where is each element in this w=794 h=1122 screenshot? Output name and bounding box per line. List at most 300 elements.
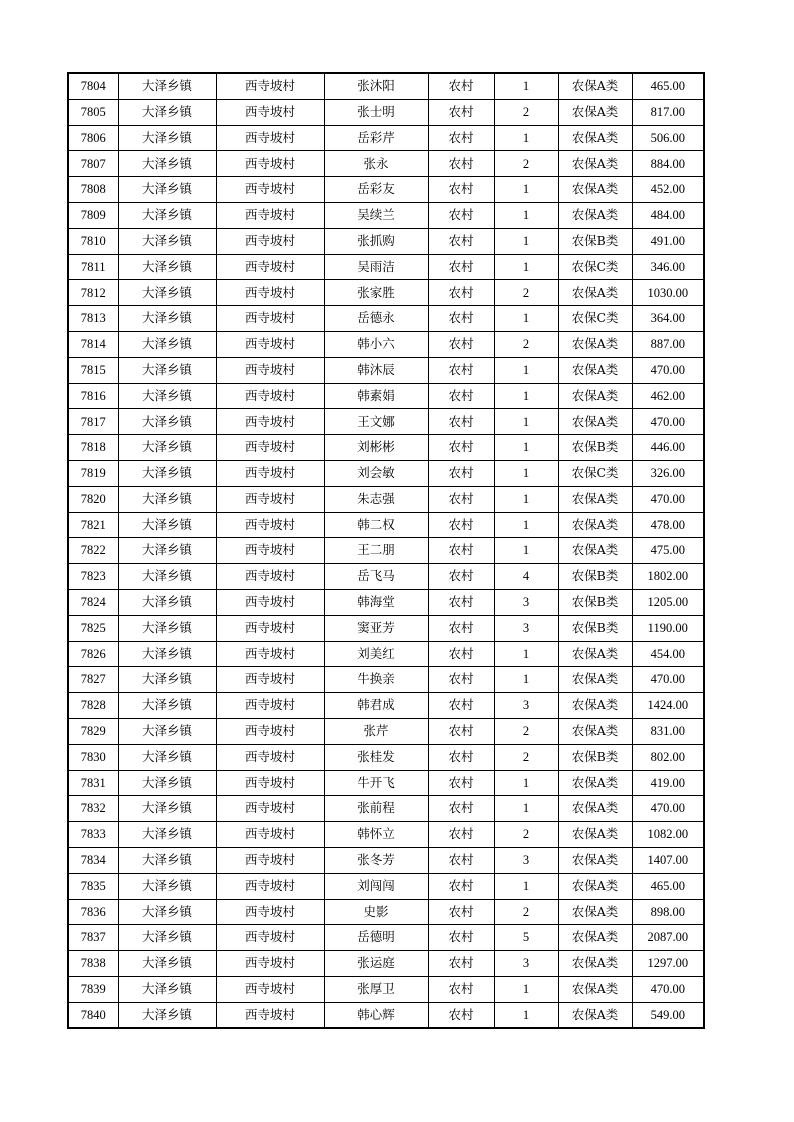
- serial-number-cell: 7830: [68, 744, 118, 770]
- name-cell: 朱志强: [324, 486, 428, 512]
- household-size-cell: 1: [494, 873, 558, 899]
- amount-cell: 346.00: [632, 254, 704, 280]
- table-row: [68, 435, 704, 461]
- name-cell: 吴续兰: [324, 202, 428, 228]
- serial-number-cell: 7808: [68, 177, 118, 203]
- township-cell: 大泽乡镇: [118, 151, 216, 177]
- name-cell: 张家胜: [324, 280, 428, 306]
- table-row: [68, 331, 704, 357]
- household-size-cell: 1: [494, 538, 558, 564]
- township-cell: 大泽乡镇: [118, 254, 216, 280]
- category-cell: 农保A类: [558, 899, 632, 925]
- township-cell: 大泽乡镇: [118, 228, 216, 254]
- table-row: [68, 280, 704, 306]
- name-cell: 牛开飞: [324, 770, 428, 796]
- township-cell: 大泽乡镇: [118, 202, 216, 228]
- township-cell: 大泽乡镇: [118, 409, 216, 435]
- amount-cell: 898.00: [632, 899, 704, 925]
- serial-number-cell: 7814: [68, 331, 118, 357]
- serial-number-cell: 7817: [68, 409, 118, 435]
- category-cell: 农保A类: [558, 822, 632, 848]
- table-row: [68, 564, 704, 590]
- household-size-cell: 1: [494, 357, 558, 383]
- amount-cell: 1802.00: [632, 564, 704, 590]
- amount-cell: 491.00: [632, 228, 704, 254]
- category-cell: 农保A类: [558, 667, 632, 693]
- township-cell: 大泽乡镇: [118, 538, 216, 564]
- township-cell: 大泽乡镇: [118, 125, 216, 151]
- table-row: [68, 73, 704, 99]
- village-cell: 西寺坡村: [216, 873, 324, 899]
- village-cell: 西寺坡村: [216, 564, 324, 590]
- area-type-cell: 农村: [428, 254, 494, 280]
- category-cell: 农保B类: [558, 615, 632, 641]
- village-cell: 西寺坡村: [216, 925, 324, 951]
- category-cell: 农保B类: [558, 228, 632, 254]
- village-cell: 西寺坡村: [216, 718, 324, 744]
- category-cell: 农保A类: [558, 151, 632, 177]
- category-cell: 农保A类: [558, 331, 632, 357]
- table-row: [68, 460, 704, 486]
- category-cell: 农保B类: [558, 564, 632, 590]
- village-cell: 西寺坡村: [216, 693, 324, 719]
- township-cell: 大泽乡镇: [118, 951, 216, 977]
- household-size-cell: 1: [494, 383, 558, 409]
- township-cell: 大泽乡镇: [118, 718, 216, 744]
- township-cell: 大泽乡镇: [118, 512, 216, 538]
- category-cell: 农保A类: [558, 847, 632, 873]
- serial-number-cell: 7832: [68, 796, 118, 822]
- township-cell: 大泽乡镇: [118, 770, 216, 796]
- amount-cell: 364.00: [632, 306, 704, 332]
- amount-cell: 1082.00: [632, 822, 704, 848]
- serial-number-cell: 7819: [68, 460, 118, 486]
- table-row: [68, 177, 704, 203]
- household-size-cell: 3: [494, 847, 558, 873]
- table-row: [68, 512, 704, 538]
- household-size-cell: 1: [494, 254, 558, 280]
- name-cell: 韩怀立: [324, 822, 428, 848]
- serial-number-cell: 7825: [68, 615, 118, 641]
- table-row: [68, 873, 704, 899]
- household-size-cell: 1: [494, 667, 558, 693]
- table-row: [68, 409, 704, 435]
- village-cell: 西寺坡村: [216, 589, 324, 615]
- table-row: [68, 151, 704, 177]
- township-cell: 大泽乡镇: [118, 99, 216, 125]
- amount-cell: 475.00: [632, 538, 704, 564]
- serial-number-cell: 7822: [68, 538, 118, 564]
- table-row: [68, 99, 704, 125]
- amount-cell: 884.00: [632, 151, 704, 177]
- table-row: [68, 693, 704, 719]
- serial-number-cell: 7812: [68, 280, 118, 306]
- serial-number-cell: 7838: [68, 951, 118, 977]
- name-cell: 韩小六: [324, 331, 428, 357]
- category-cell: 农保C类: [558, 254, 632, 280]
- name-cell: 张桂发: [324, 744, 428, 770]
- village-cell: 西寺坡村: [216, 202, 324, 228]
- name-cell: 岳飞马: [324, 564, 428, 590]
- name-cell: 刘彬彬: [324, 435, 428, 461]
- category-cell: 农保A类: [558, 976, 632, 1002]
- name-cell: 窦亚芳: [324, 615, 428, 641]
- table-row: [68, 486, 704, 512]
- name-cell: 吴雨洁: [324, 254, 428, 280]
- serial-number-cell: 7811: [68, 254, 118, 280]
- township-cell: 大泽乡镇: [118, 847, 216, 873]
- township-cell: 大泽乡镇: [118, 460, 216, 486]
- table-row: [68, 383, 704, 409]
- village-cell: 西寺坡村: [216, 796, 324, 822]
- category-cell: 农保A类: [558, 357, 632, 383]
- household-size-cell: 1: [494, 306, 558, 332]
- roster-body: [68, 73, 704, 1028]
- serial-number-cell: 7805: [68, 99, 118, 125]
- serial-number-cell: 7816: [68, 383, 118, 409]
- serial-number-cell: 7837: [68, 925, 118, 951]
- serial-number-cell: 7806: [68, 125, 118, 151]
- name-cell: 牛换亲: [324, 667, 428, 693]
- serial-number-cell: 7831: [68, 770, 118, 796]
- table-row: [68, 357, 704, 383]
- township-cell: 大泽乡镇: [118, 435, 216, 461]
- area-type-cell: 农村: [428, 202, 494, 228]
- household-size-cell: 1: [494, 177, 558, 203]
- area-type-cell: 农村: [428, 228, 494, 254]
- table-row: [68, 744, 704, 770]
- township-cell: 大泽乡镇: [118, 641, 216, 667]
- amount-cell: 470.00: [632, 976, 704, 1002]
- village-cell: 西寺坡村: [216, 538, 324, 564]
- table-row: [68, 718, 704, 744]
- village-cell: 西寺坡村: [216, 125, 324, 151]
- serial-number-cell: 7834: [68, 847, 118, 873]
- village-cell: 西寺坡村: [216, 331, 324, 357]
- household-size-cell: 1: [494, 460, 558, 486]
- area-type-cell: 农村: [428, 925, 494, 951]
- category-cell: 农保A类: [558, 409, 632, 435]
- category-cell: 农保A类: [558, 73, 632, 99]
- household-size-cell: 1: [494, 73, 558, 99]
- amount-cell: 470.00: [632, 486, 704, 512]
- table-row: [68, 899, 704, 925]
- table-row: [68, 976, 704, 1002]
- village-cell: 西寺坡村: [216, 951, 324, 977]
- assistance-roster-table: [67, 72, 705, 1029]
- area-type-cell: 农村: [428, 718, 494, 744]
- category-cell: 农保C类: [558, 460, 632, 486]
- area-type-cell: 农村: [428, 435, 494, 461]
- amount-cell: 419.00: [632, 770, 704, 796]
- area-type-cell: 农村: [428, 667, 494, 693]
- serial-number-cell: 7810: [68, 228, 118, 254]
- name-cell: 韩海堂: [324, 589, 428, 615]
- township-cell: 大泽乡镇: [118, 177, 216, 203]
- area-type-cell: 农村: [428, 460, 494, 486]
- area-type-cell: 农村: [428, 770, 494, 796]
- amount-cell: 1030.00: [632, 280, 704, 306]
- area-type-cell: 农村: [428, 512, 494, 538]
- serial-number-cell: 7807: [68, 151, 118, 177]
- table-row: [68, 925, 704, 951]
- category-cell: 农保A类: [558, 796, 632, 822]
- amount-cell: 452.00: [632, 177, 704, 203]
- amount-cell: 462.00: [632, 383, 704, 409]
- village-cell: 西寺坡村: [216, 976, 324, 1002]
- household-size-cell: 1: [494, 228, 558, 254]
- name-cell: 刘闯闯: [324, 873, 428, 899]
- household-size-cell: 2: [494, 718, 558, 744]
- village-cell: 西寺坡村: [216, 228, 324, 254]
- township-cell: 大泽乡镇: [118, 564, 216, 590]
- amount-cell: 1205.00: [632, 589, 704, 615]
- category-cell: 农保A类: [558, 538, 632, 564]
- table-row: [68, 796, 704, 822]
- amount-cell: 470.00: [632, 667, 704, 693]
- category-cell: 农保A类: [558, 383, 632, 409]
- amount-cell: 465.00: [632, 73, 704, 99]
- township-cell: 大泽乡镇: [118, 744, 216, 770]
- serial-number-cell: 7833: [68, 822, 118, 848]
- category-cell: 农保A类: [558, 925, 632, 951]
- household-size-cell: 1: [494, 1002, 558, 1028]
- name-cell: 张永: [324, 151, 428, 177]
- household-size-cell: 1: [494, 435, 558, 461]
- area-type-cell: 农村: [428, 976, 494, 1002]
- serial-number-cell: 7835: [68, 873, 118, 899]
- table-row: [68, 847, 704, 873]
- area-type-cell: 农村: [428, 951, 494, 977]
- area-type-cell: 农村: [428, 615, 494, 641]
- category-cell: 农保A类: [558, 202, 632, 228]
- household-size-cell: 2: [494, 331, 558, 357]
- name-cell: 韩心辉: [324, 1002, 428, 1028]
- serial-number-cell: 7824: [68, 589, 118, 615]
- household-size-cell: 2: [494, 744, 558, 770]
- area-type-cell: 农村: [428, 486, 494, 512]
- name-cell: 王二朋: [324, 538, 428, 564]
- table-row: [68, 615, 704, 641]
- village-cell: 西寺坡村: [216, 254, 324, 280]
- household-size-cell: 4: [494, 564, 558, 590]
- area-type-cell: 农村: [428, 693, 494, 719]
- household-size-cell: 1: [494, 796, 558, 822]
- township-cell: 大泽乡镇: [118, 976, 216, 1002]
- amount-cell: 470.00: [632, 409, 704, 435]
- serial-number-cell: 7809: [68, 202, 118, 228]
- township-cell: 大泽乡镇: [118, 667, 216, 693]
- amount-cell: 326.00: [632, 460, 704, 486]
- name-cell: 张士明: [324, 99, 428, 125]
- township-cell: 大泽乡镇: [118, 383, 216, 409]
- household-size-cell: 1: [494, 409, 558, 435]
- area-type-cell: 农村: [428, 873, 494, 899]
- serial-number-cell: 7818: [68, 435, 118, 461]
- household-size-cell: 2: [494, 899, 558, 925]
- area-type-cell: 农村: [428, 331, 494, 357]
- area-type-cell: 农村: [428, 744, 494, 770]
- household-size-cell: 1: [494, 486, 558, 512]
- township-cell: 大泽乡镇: [118, 331, 216, 357]
- serial-number-cell: 7813: [68, 306, 118, 332]
- amount-cell: 1190.00: [632, 615, 704, 641]
- area-type-cell: 农村: [428, 177, 494, 203]
- village-cell: 西寺坡村: [216, 177, 324, 203]
- serial-number-cell: 7826: [68, 641, 118, 667]
- township-cell: 大泽乡镇: [118, 899, 216, 925]
- village-cell: 西寺坡村: [216, 744, 324, 770]
- table-row: [68, 306, 704, 332]
- household-size-cell: 3: [494, 589, 558, 615]
- category-cell: 农保A类: [558, 486, 632, 512]
- village-cell: 西寺坡村: [216, 899, 324, 925]
- township-cell: 大泽乡镇: [118, 357, 216, 383]
- township-cell: 大泽乡镇: [118, 925, 216, 951]
- category-cell: 农保A类: [558, 718, 632, 744]
- village-cell: 西寺坡村: [216, 435, 324, 461]
- table-row: [68, 228, 704, 254]
- area-type-cell: 农村: [428, 383, 494, 409]
- name-cell: 史影: [324, 899, 428, 925]
- area-type-cell: 农村: [428, 357, 494, 383]
- amount-cell: 802.00: [632, 744, 704, 770]
- category-cell: 农保A类: [558, 873, 632, 899]
- household-size-cell: 1: [494, 125, 558, 151]
- village-cell: 西寺坡村: [216, 99, 324, 125]
- area-type-cell: 农村: [428, 73, 494, 99]
- township-cell: 大泽乡镇: [118, 822, 216, 848]
- household-size-cell: 1: [494, 641, 558, 667]
- table-row: [68, 538, 704, 564]
- household-size-cell: 2: [494, 280, 558, 306]
- table-row: [68, 641, 704, 667]
- area-type-cell: 农村: [428, 409, 494, 435]
- name-cell: 岳德明: [324, 925, 428, 951]
- area-type-cell: 农村: [428, 796, 494, 822]
- area-type-cell: 农村: [428, 306, 494, 332]
- serial-number-cell: 7815: [68, 357, 118, 383]
- category-cell: 农保C类: [558, 306, 632, 332]
- name-cell: 岳彩芹: [324, 125, 428, 151]
- area-type-cell: 农村: [428, 125, 494, 151]
- table-row: [68, 667, 704, 693]
- serial-number-cell: 7828: [68, 693, 118, 719]
- table-row: [68, 254, 704, 280]
- table-row: [68, 1002, 704, 1028]
- table-row: [68, 125, 704, 151]
- village-cell: 西寺坡村: [216, 460, 324, 486]
- township-cell: 大泽乡镇: [118, 873, 216, 899]
- category-cell: 农保A类: [558, 280, 632, 306]
- category-cell: 农保A类: [558, 693, 632, 719]
- township-cell: 大泽乡镇: [118, 796, 216, 822]
- amount-cell: 506.00: [632, 125, 704, 151]
- amount-cell: 831.00: [632, 718, 704, 744]
- serial-number-cell: 7804: [68, 73, 118, 99]
- township-cell: 大泽乡镇: [118, 306, 216, 332]
- household-size-cell: 2: [494, 822, 558, 848]
- area-type-cell: 农村: [428, 822, 494, 848]
- area-type-cell: 农村: [428, 641, 494, 667]
- household-size-cell: 1: [494, 202, 558, 228]
- name-cell: 刘会敏: [324, 460, 428, 486]
- township-cell: 大泽乡镇: [118, 73, 216, 99]
- village-cell: 西寺坡村: [216, 847, 324, 873]
- name-cell: 张冬芳: [324, 847, 428, 873]
- category-cell: 农保A类: [558, 99, 632, 125]
- area-type-cell: 农村: [428, 847, 494, 873]
- serial-number-cell: 7839: [68, 976, 118, 1002]
- name-cell: 刘美红: [324, 641, 428, 667]
- household-size-cell: 3: [494, 615, 558, 641]
- village-cell: 西寺坡村: [216, 770, 324, 796]
- area-type-cell: 农村: [428, 899, 494, 925]
- household-size-cell: 1: [494, 770, 558, 796]
- household-size-cell: 1: [494, 512, 558, 538]
- table-row: [68, 822, 704, 848]
- name-cell: 张运庭: [324, 951, 428, 977]
- name-cell: 岳彩友: [324, 177, 428, 203]
- village-cell: 西寺坡村: [216, 1002, 324, 1028]
- area-type-cell: 农村: [428, 99, 494, 125]
- village-cell: 西寺坡村: [216, 280, 324, 306]
- category-cell: 农保B类: [558, 744, 632, 770]
- serial-number-cell: 7823: [68, 564, 118, 590]
- amount-cell: 2087.00: [632, 925, 704, 951]
- category-cell: 农保A类: [558, 125, 632, 151]
- household-size-cell: 2: [494, 99, 558, 125]
- amount-cell: 470.00: [632, 796, 704, 822]
- township-cell: 大泽乡镇: [118, 615, 216, 641]
- name-cell: 岳德永: [324, 306, 428, 332]
- serial-number-cell: 7836: [68, 899, 118, 925]
- village-cell: 西寺坡村: [216, 641, 324, 667]
- household-size-cell: 5: [494, 925, 558, 951]
- township-cell: 大泽乡镇: [118, 589, 216, 615]
- village-cell: 西寺坡村: [216, 512, 324, 538]
- village-cell: 西寺坡村: [216, 357, 324, 383]
- household-size-cell: 3: [494, 693, 558, 719]
- name-cell: 张沐阳: [324, 73, 428, 99]
- village-cell: 西寺坡村: [216, 306, 324, 332]
- name-cell: 韩二权: [324, 512, 428, 538]
- amount-cell: 1424.00: [632, 693, 704, 719]
- name-cell: 张芹: [324, 718, 428, 744]
- area-type-cell: 农村: [428, 538, 494, 564]
- amount-cell: 549.00: [632, 1002, 704, 1028]
- township-cell: 大泽乡镇: [118, 486, 216, 512]
- table-row: [68, 202, 704, 228]
- name-cell: 韩沐辰: [324, 357, 428, 383]
- table-row: [68, 589, 704, 615]
- household-size-cell: 3: [494, 951, 558, 977]
- name-cell: 王文娜: [324, 409, 428, 435]
- category-cell: 农保A类: [558, 951, 632, 977]
- name-cell: 张厚卫: [324, 976, 428, 1002]
- township-cell: 大泽乡镇: [118, 1002, 216, 1028]
- name-cell: 张前程: [324, 796, 428, 822]
- area-type-cell: 农村: [428, 564, 494, 590]
- township-cell: 大泽乡镇: [118, 693, 216, 719]
- village-cell: 西寺坡村: [216, 615, 324, 641]
- serial-number-cell: 7827: [68, 667, 118, 693]
- category-cell: 农保A类: [558, 512, 632, 538]
- village-cell: 西寺坡村: [216, 667, 324, 693]
- amount-cell: 887.00: [632, 331, 704, 357]
- amount-cell: 454.00: [632, 641, 704, 667]
- category-cell: 农保A类: [558, 177, 632, 203]
